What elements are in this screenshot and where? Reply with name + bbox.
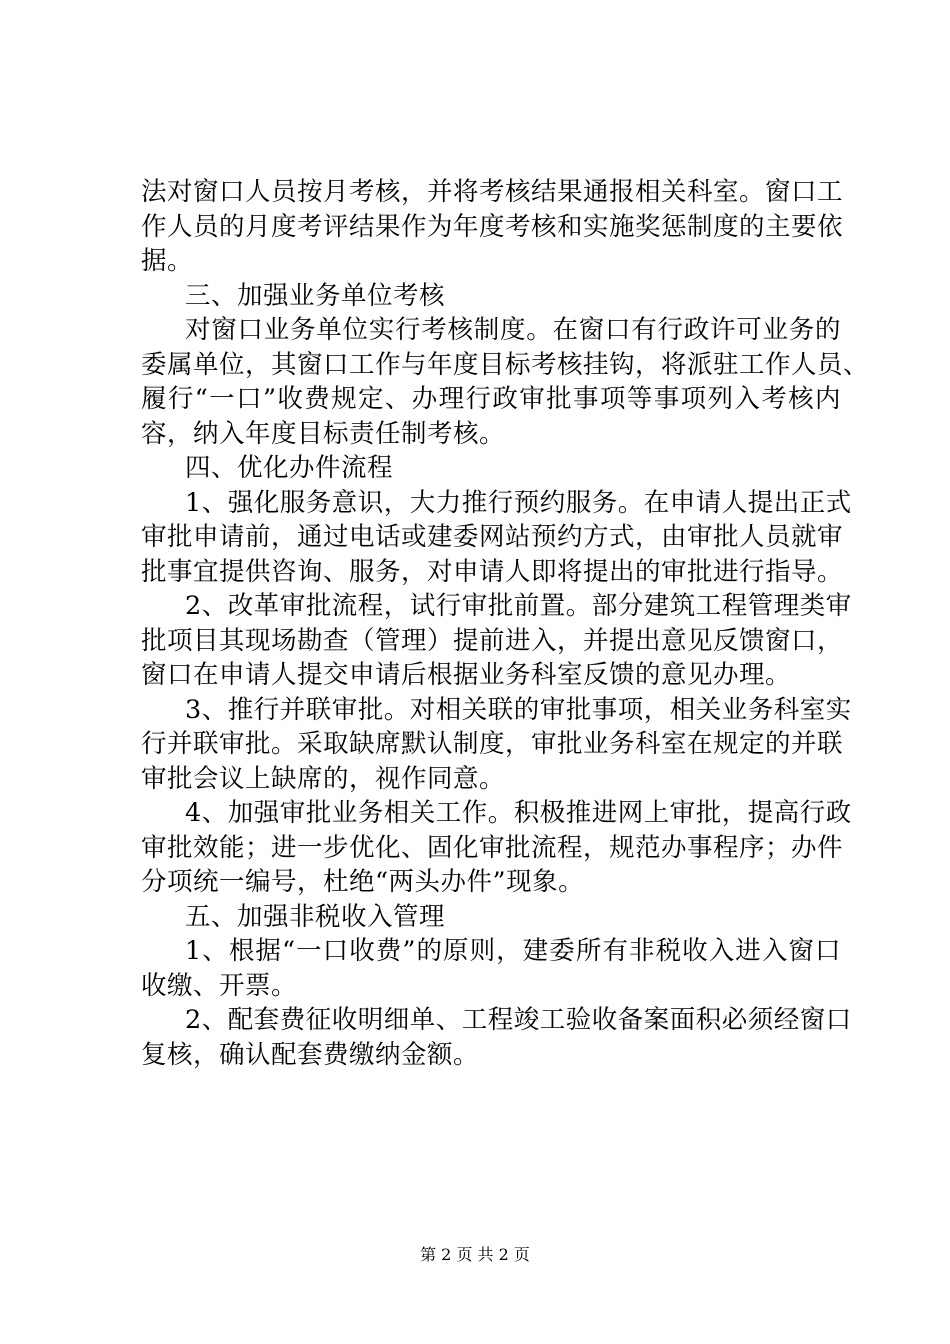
text-line: 四、优化办件流程 [185,453,394,483]
text-line: 三、加强业务单位考核 [185,280,446,311]
text-line: 审批申请前，通过电话或建委网站预约方式，由审批人员就审 [141,522,844,552]
page-number-label: 第 2 页 共 2 页 [420,1245,530,1264]
text-line: 3、推行并联审批。对相关联的审批事项，相关业务科室实 [185,694,852,725]
text-line: 容，纳入年度目标责任制考核。 [141,418,506,449]
text-line: 据。 [141,246,194,276]
text-line: 五、加强非税收入管理 [185,901,446,932]
text-line: 收缴、开票。 [141,970,298,1001]
text-line: 1、强化服务意识，大力推行预约服务。在申请人提出正式 [185,487,852,518]
text-line: 作人员的月度考评结果作为年度考核和实施奖惩制度的主要依 [141,211,844,242]
page-footer [0,1245,950,1265]
text-line: 委属单位，其窗口工作与年度目标考核挂钩，将派驻工作人员、 [141,349,870,380]
text-line: 2、配套费征收明细单、工程竣工验收备案面积必须经窗口 [185,1005,852,1035]
text-line: 分项统一编号，杜绝“两头办件”现象。 [141,867,585,897]
text-line: 2、改革审批流程，试行审批前置。部分建筑工程管理类审 [185,591,852,621]
text-line: 履行“一口”收费规定、办理行政审批事项等事项列入考核内 [141,384,841,414]
text-line: 1、根据“一口收费”的原则，建委所有非税收入进入窗口 [185,936,841,966]
text-line: 法对窗口人员按月考核，并将考核结果通报相关科室。窗口工 [141,177,844,207]
text-line: 审批效能；进一步优化、固化审批流程，规范办事程序；办件 [141,832,844,863]
text-line: 窗口在申请人提交申请后根据业务科室反馈的意见办理。 [141,660,792,690]
text-line: 4、加强审批业务相关工作。积极推进网上审批，提高行政 [185,798,852,828]
text-line: 行并联审批。采取缺席默认制度，审批业务科室在规定的并联 [141,729,844,759]
text-line: 审批会议上缺席的，视作同意。 [141,763,506,794]
text-line: 对窗口业务单位实行考核制度。在窗口有行政许可业务的 [185,315,841,345]
text-line: 批事宜提供咨询、服务，对申请人即将提出的审批进行指导。 [141,556,844,587]
document-body [141,175,870,1072]
text-line: 批项目其现场勘查（管理）提前进入，并提出意见反馈窗口， [141,625,844,656]
text-line: 复核，确认配套费缴纳金额。 [141,1039,480,1070]
